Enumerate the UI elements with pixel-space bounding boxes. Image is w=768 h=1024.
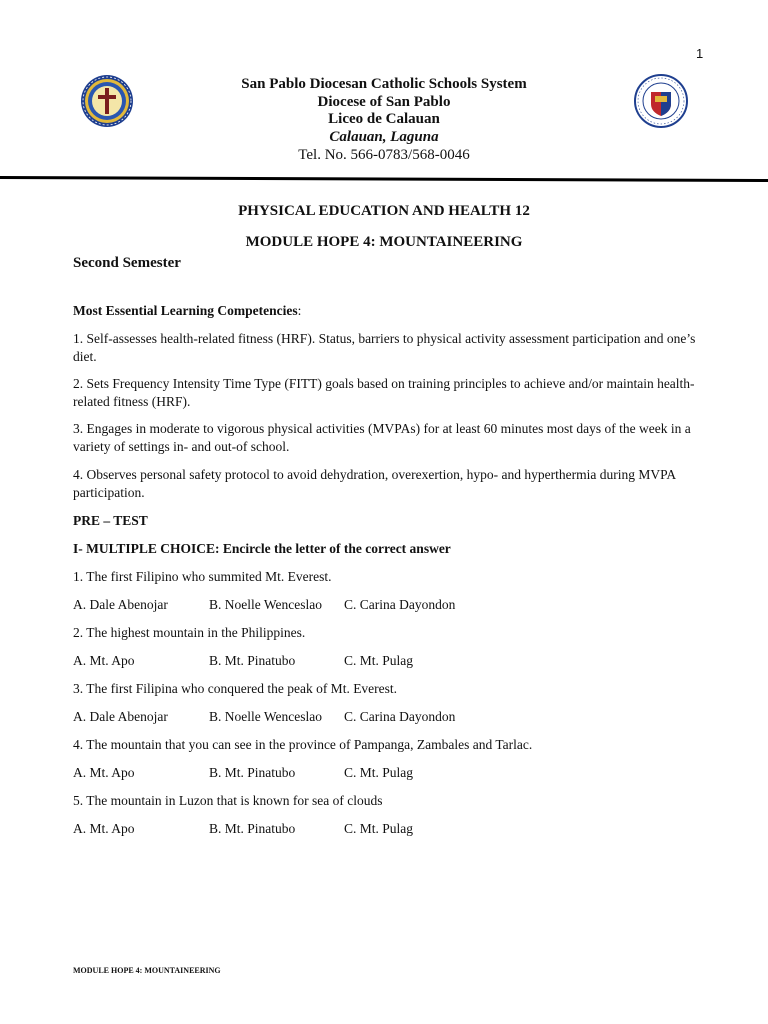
school-location: Calauan, Laguna: [329, 128, 439, 145]
choice-row: [73, 821, 673, 839]
choice-b[interactable]: B. Mt. Pinatubo: [209, 765, 296, 780]
choice-c[interactable]: C. Mt. Pulag: [344, 821, 414, 836]
pretest-heading: PRE – TEST: [73, 513, 148, 528]
choice-row: [73, 709, 673, 727]
choice-row: [73, 765, 673, 783]
multiple-choice-instructions: I- MULTIPLE CHOICE: Encircle the letter of the correct answer: [73, 541, 451, 556]
header-divider: [0, 176, 768, 182]
school-name: Liceo de Calauan: [328, 111, 440, 127]
choice-a[interactable]: A. Mt. Apo: [73, 765, 135, 780]
competency-item: 4. Observes personal safety protocol to avoid dehydration, overexertion, hypo- and hyperthermia during MVPA participation.: [73, 467, 676, 500]
question-text: 1. The first Filipino who summited Mt. Everest.: [73, 569, 332, 584]
choice-b[interactable]: B. Noelle Wenceslao: [209, 709, 323, 724]
mel-heading: [73, 302, 697, 320]
choice-a[interactable]: A. Mt. Apo: [73, 653, 135, 668]
module-title: MODULE HOPE 4: MOUNTAINEERING: [245, 234, 523, 250]
page-number: 1: [696, 46, 704, 61]
competency-item: 1. Self-assesses health-related fitness (HRF). Status, barriers to physical activity assessment participation and one’s diet.: [73, 331, 696, 364]
semester-label: Second Semester: [73, 255, 181, 271]
choice-row: [73, 597, 673, 615]
mel-colon: :: [297, 303, 302, 318]
page-footer: MODULE HOPE 4: MOUNTAINEERING: [73, 966, 221, 975]
choice-c[interactable]: C. Mt. Pulag: [344, 653, 414, 668]
question-text: 3. The first Filipina who conquered the peak of Mt. Everest.: [73, 681, 398, 696]
choice-a[interactable]: A. Mt. Apo: [73, 821, 135, 836]
choice-a[interactable]: A. Dale Abenojar: [73, 597, 168, 612]
choice-c[interactable]: C. Carina Dayondon: [344, 597, 456, 612]
school-header: [0, 76, 768, 164]
competency-item: 3. Engages in moderate to vigorous physical activities (MVPAs) for at least 60 minutes most days of the week in a variety of settings in- and out-of school.: [73, 421, 691, 454]
school-system-name: San Pablo Diocesan Catholic Schools System: [241, 76, 527, 92]
choice-b[interactable]: B. Mt. Pinatubo: [209, 653, 296, 668]
choice-a[interactable]: A. Dale Abenojar: [73, 709, 168, 724]
choice-c[interactable]: C. Carina Dayondon: [344, 709, 456, 724]
choice-row: [73, 653, 673, 671]
question-text: 4. The mountain that you can see in the province of Pampanga, Zambales and Tarlac.: [73, 737, 533, 752]
competency-item: 2. Sets Frequency Intensity Time Type (FITT) goals based on training principles to achieve and/or maintain health-related fitness (HRF).: [73, 376, 695, 409]
telephone-number: Tel. No. 566-0783/568-0046: [298, 147, 470, 163]
question-text: 5. The mountain in Luzon that is known for sea of clouds: [73, 793, 383, 808]
choice-b[interactable]: B. Mt. Pinatubo: [209, 821, 296, 836]
question-text: 2. The highest mountain in the Philippines.: [73, 625, 306, 640]
subject-title: PHYSICAL EDUCATION AND HEALTH 12: [238, 203, 530, 219]
diocese-name: Diocese of San Pablo: [317, 93, 451, 110]
choice-b[interactable]: B. Noelle Wenceslao: [209, 597, 323, 612]
choice-c[interactable]: C. Mt. Pulag: [344, 765, 414, 780]
mel-label: Most Essential Learning Competencies: [73, 303, 298, 318]
